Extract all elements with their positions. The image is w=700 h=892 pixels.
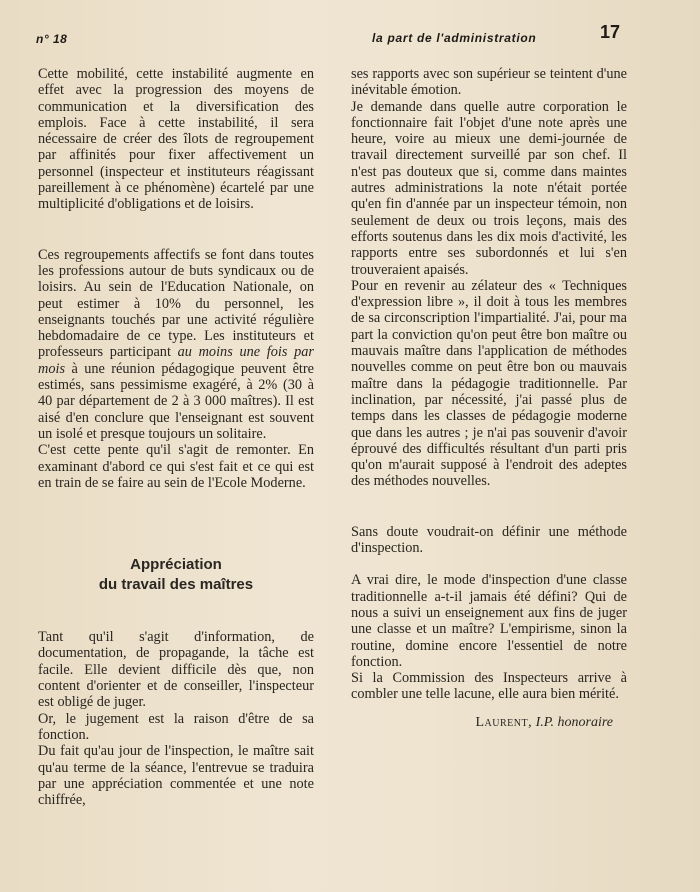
paragraph: Pour en revenir au zélateur des « Techniques d'expression libre », il doit à tous les membres de sa circonscription l'impartialité. J'ai, pour ma part la conviction qu'on peut être bon maître ou mauvais maître dans l'application de méthodes nouvelles comme on peut être bon ou mauvais maître dans la pédagogie traditionnelle. Par inclination, par nécessité, j'ai passé plus de temps dans les classes de pédagogie moderne que dans les autres ; je n'ai pas souvenir d'avoir éprouvé des difficultés résultant d'un parti pris qu'on m'aurait supposé à l'endroit des adeptes des méthodes nouvelles.: [351, 277, 627, 490]
left-column: [38, 66, 314, 808]
text-run: Ces regroupements affectifs se font dans toutes les professions autour de buts syndicaux ou de loisirs. Au sein de l'Education Nationale, on peut estimer à 10% du personnel, les enseignants touchés par une activité régulière hebdomadaire de ce type. Les instituteurs et professeurs participant: [38, 246, 314, 361]
paragraph: Si la Commission des Inspecteurs arrive à combler une telle lacune, elle aura bien mérité.: [351, 670, 627, 703]
paragraph: A vrai dire, le mode d'inspection d'une classe traditionnelle a-t-il jamais été défini? Qui de nous a suivi un enseignement aux fins de juger une classe et un maître? L'empirisme, sinon la routine, domine encore l'essentiel de notre fonction.: [351, 572, 627, 670]
text-run: à une réunion pédagogique peuvent être estimés, sans pessimisme exagéré, à 2% (30 à 40 par département de 2 à 3 000 maîtres). Il est aisé d'en conclure que l'enseignant est souvent un isolé et presque toujours un solitaire.: [38, 360, 314, 442]
page-number: 17: [600, 22, 621, 42]
paragraph: C'est cette pente qu'il s'agit de remonter. En examinant d'abord ce qui s'est fait et ce qui est en train de se faire au sein de l'Ecole Moderne.: [38, 442, 314, 491]
paragraph: Tant qu'il s'agit d'information, de documentation, de propagande, la tâche est facile. Elle devient difficile dès que, non content d'orienter et de conseiller, l'inspecteur est obligé de juger.: [38, 629, 314, 711]
section-title-line: du travail des maîtres: [98, 576, 254, 594]
paragraph: Or, le jugement est la raison d'être de sa fonction.: [38, 710, 314, 743]
paragraph: Sans doute voudrait-on définir une méthode d'inspection.: [351, 523, 627, 557]
issue-number: n° 18: [36, 32, 68, 46]
paragraph: Je demande dans quelle autre corporation le fonctionnaire fait l'objet d'une note après une heure, voire au mieux une demi-journée de travail directement surveillé par son chef. Il n'est pas douteux que si, comme dans maintes autres administrations la note n'était portée qu'en fin d'année par un inspecteur témoin, non seulement de deux ou trois leçons, mais des efforts soutenus dans les dix mois d'activité, les rapports entre ses subordonnés et lui s'en trouveraient apaisés.: [351, 98, 627, 278]
section-title: [38, 555, 314, 595]
paragraph: Du fait qu'au jour de l'inspection, le maître sait qu'au terme de la séance, l'entrevue se traduira par une appréciation commentée et une note chiffrée,: [38, 743, 314, 809]
paragraph: ses rapports avec son supérieur se teintent d'une inévitable émotion.: [351, 66, 627, 99]
author-title: I.P. honoraire: [535, 714, 613, 730]
right-column: [351, 66, 627, 731]
running-title: la part de l'administration: [372, 31, 537, 45]
emphasis-text: au moins une fois par mois: [38, 344, 314, 377]
paragraph: [38, 247, 314, 443]
paragraph: Cette mobilité, cette instabilité augmente en effet avec la progression des moyens de communication et la diversification des emplois. Face à cette instabilité, il sera nécessaire de créer des îlots de regroupement par affinités pour fixer affectivement un personnel (inspecteur et instituteurs réagissant pareillement à ce phénomène) écartelé par une multiplicité d'obligations et de loisirs.: [38, 66, 314, 213]
signature: [351, 715, 627, 731]
author-name: Laurent,: [475, 714, 533, 730]
section-title-line: Appréciation: [130, 556, 222, 574]
